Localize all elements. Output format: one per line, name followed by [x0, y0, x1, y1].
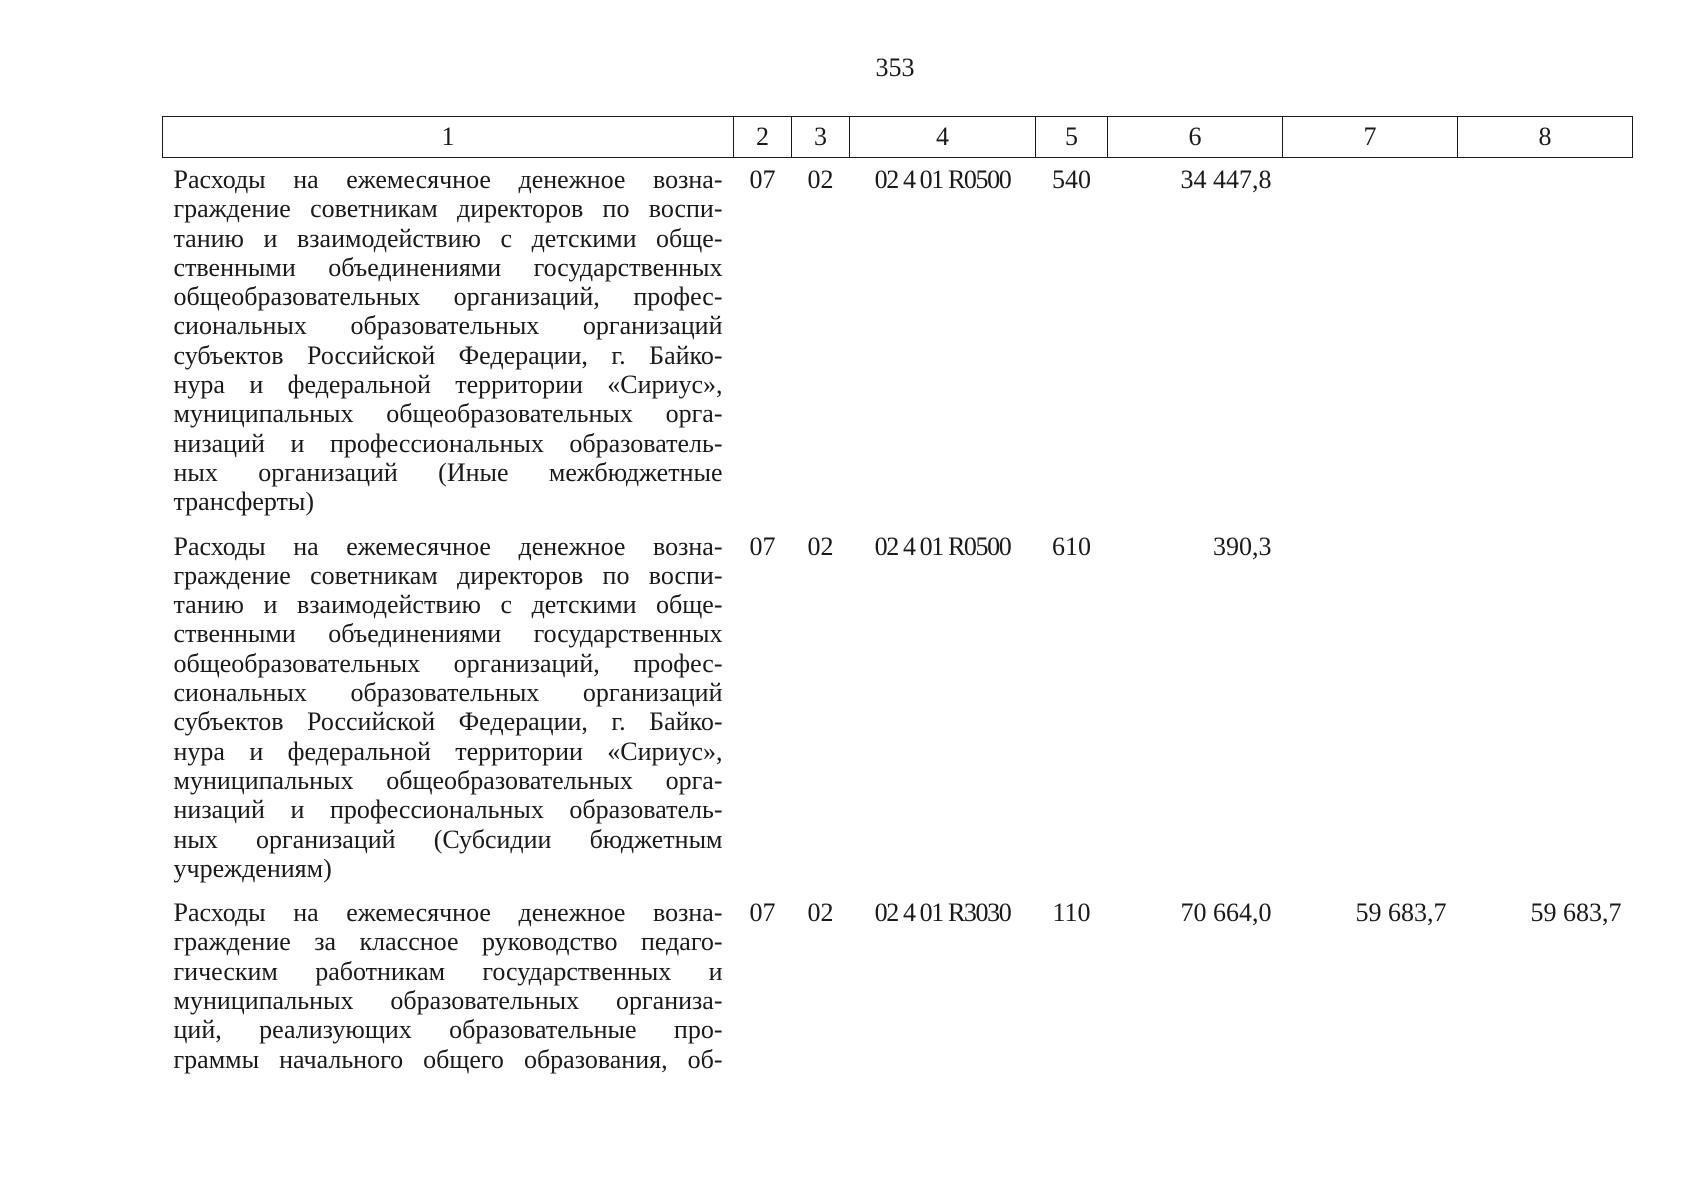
column-header-6: 6 [1108, 117, 1283, 158]
description-line: общеобразовательных организаций, профес- [173, 282, 723, 312]
target-article-code: 02 4 01 R0500 [874, 165, 1011, 194]
description-line: гическим работникам государственных и [173, 956, 723, 986]
column-header-8: 8 [1458, 117, 1633, 158]
amount-col7 [1283, 525, 1458, 892]
row-description [163, 525, 734, 892]
amount-col6: 390,3 [1213, 531, 1272, 561]
description-line: ных организаций (Субсидии бюджетным [173, 824, 723, 854]
target-article-code: 02 4 01 R3030 [874, 898, 1011, 928]
amount-col8: 59 683,7 [1530, 898, 1622, 928]
description-line: танию и взаимодействию с детскими обще- [173, 590, 723, 620]
description-line: субъектов Российской Федерации, г. Байко- [173, 707, 723, 737]
column-header-3: 3 [792, 117, 850, 158]
description-line: низаций и профессиональных образователь- [173, 428, 723, 458]
amount-col6: 34 447,8 [1180, 165, 1272, 194]
page-number: 353 [875, 53, 915, 82]
amount-col6: 70 664,0 [1180, 898, 1272, 928]
description-line: муниципальных общеобразовательных орга- [173, 399, 723, 429]
description-line: ственными объединениями государственных [173, 619, 723, 649]
subsection-code: 02 [807, 531, 834, 561]
description-line: нура и федеральной территории «Сириус», [173, 370, 723, 400]
table-header-row [163, 117, 1633, 158]
target-article-code: 02 4 01 R0500 [874, 531, 1011, 561]
description-line: ственными объединениями государственных [173, 252, 723, 282]
expense-type-code: 110 [1052, 898, 1091, 928]
section-code: 07 [749, 531, 776, 561]
column-header-2: 2 [734, 117, 792, 158]
amount-col7 [1283, 158, 1458, 525]
column-header-7: 7 [1283, 117, 1458, 158]
amount-col7: 59 683,7 [1355, 898, 1447, 928]
description-line: муниципальных образовательных организа- [173, 986, 723, 1016]
table-body [163, 158, 1633, 1082]
column-header-5: 5 [1036, 117, 1108, 158]
budget-table [162, 116, 1633, 1082]
description-line: ций, реализующих образовательные про- [173, 1015, 723, 1045]
table-row [163, 891, 1633, 1082]
table-row [163, 158, 1633, 525]
table-row [163, 525, 1633, 892]
description-line: учреждениям) [173, 853, 332, 883]
row-description [163, 891, 734, 1082]
expense-type-code: 610 [1052, 531, 1091, 561]
description-line: Расходы на ежемесячное денежное возна- [173, 898, 723, 928]
subsection-code: 02 [807, 165, 834, 194]
column-header-1: 1 [163, 117, 734, 158]
budget-table-container [162, 116, 1632, 1082]
description-line: граммы начального общего образования, об- [173, 1044, 723, 1074]
description-line: танию и взаимодействию с детскими обще- [173, 223, 723, 253]
section-code: 07 [749, 165, 776, 194]
description-line: трансферты) [173, 487, 315, 517]
expense-type-code: 540 [1052, 165, 1091, 194]
description-line: граждение за классное руководство педаго- [173, 927, 723, 957]
subsection-code: 02 [807, 898, 834, 928]
amount-col8 [1458, 158, 1633, 525]
row-description [163, 158, 734, 525]
description-line: нура и федеральной территории «Сириус», [173, 736, 723, 766]
description-line: субъектов Российской Федерации, г. Байко- [173, 340, 723, 370]
description-line: низаций и профессиональных образователь- [173, 795, 723, 825]
amount-col8 [1458, 525, 1633, 892]
description-line: граждение советникам директоров по воспи- [173, 194, 723, 224]
section-code: 07 [749, 898, 776, 928]
description-line: Расходы на ежемесячное денежное возна- [173, 165, 723, 194]
description-line: Расходы на ежемесячное денежное возна- [173, 531, 723, 561]
description-line: сиональных образовательных организаций [173, 311, 723, 341]
description-line: ных организаций (Иные межбюджетные [173, 457, 723, 487]
description-line: граждение советникам директоров по воспи- [173, 560, 723, 590]
column-header-4: 4 [850, 117, 1036, 158]
description-line: сиональных образовательных организаций [173, 678, 723, 708]
description-line: муниципальных общеобразовательных орга- [173, 765, 723, 795]
description-line: общеобразовательных организаций, профес- [173, 648, 723, 678]
